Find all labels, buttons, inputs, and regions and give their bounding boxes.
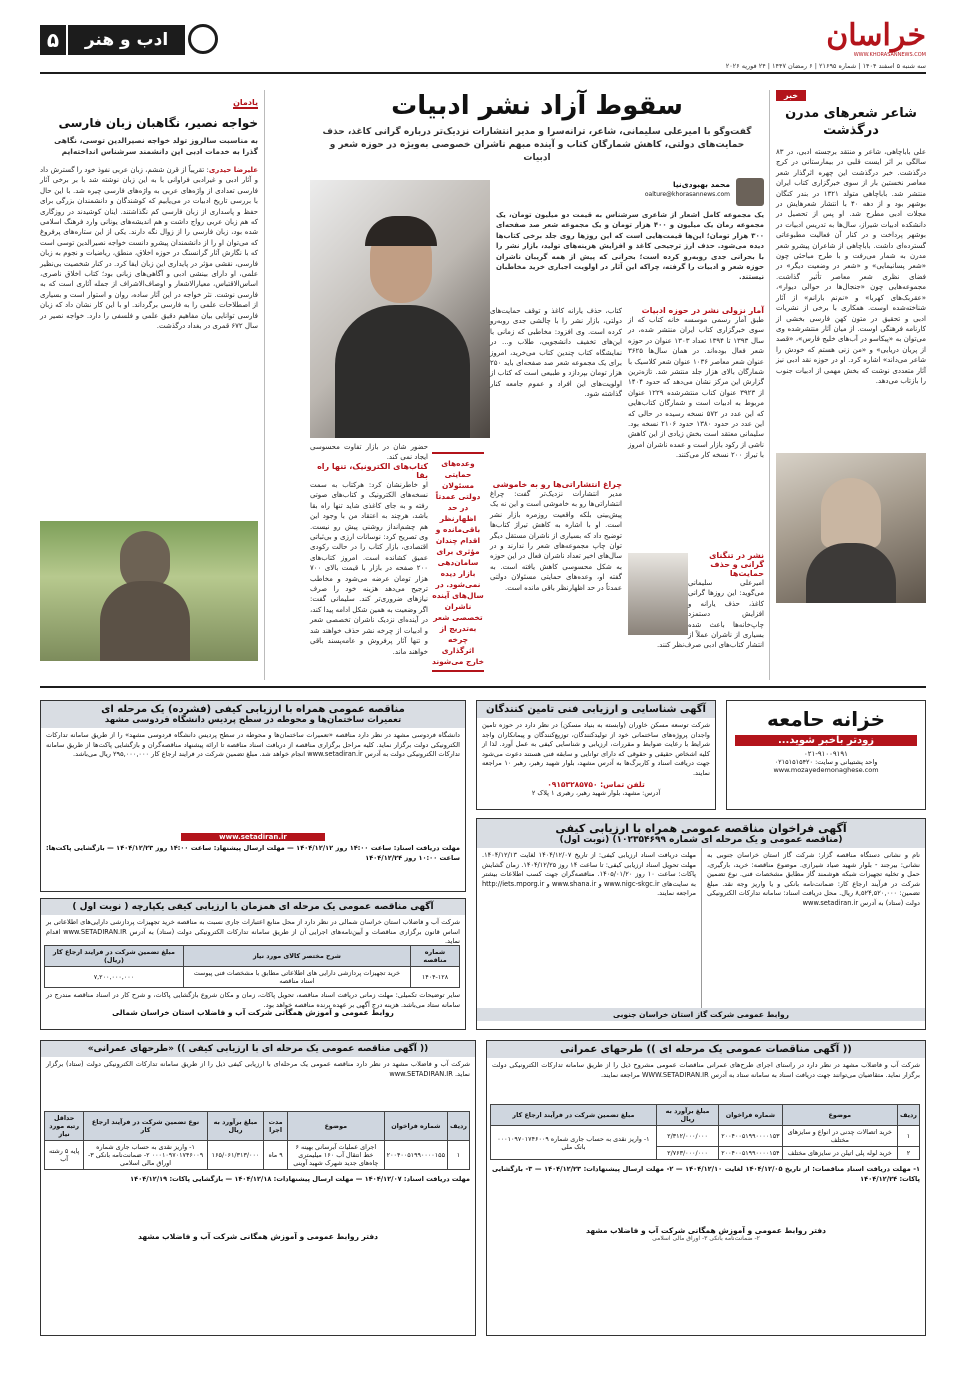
ad-phone: تلفن تماس: ۰۹۱۵۳۲۸۵۷۵۰ [547,780,645,789]
ad-footer: روابط عمومی شرکت گاز استان خراسان جنوبی [477,1008,925,1021]
body-text: طبق آمار رسمی موسسه خانه کتاب که از سوی خبرگزاری کتاب ایران منتشر شده، در سال ۱۳۹۳ تا ۱۳۹۴ تعداد ۱۳۰۳ عنوان در حوزه شعر فعال بوده‌اند. در همان سال‌ها ۳۶۲۵ عنوان شعر معاصر ۱۰۳۶ عنوان شعر کلاسیک با شمارگان بالای هزار جلد منتشر شد. تازه‌ترین گزارش این مرکز نشان می‌دهد که حدود ۱۴۰۴ از ۳۹۲۳ عنوان کتاب منتشرشده ۱۲۲۹ عنوان مربوط به ادبیات است و شمارگان کتاب‌هایی که این عدد در ۵۷۲ نسخه رسیده در حالی که این عدد در حدود ۱۳۸۰ حدود ۲۱۰۶ نسخه بود. سلیمانی معتقد است بخش زیادی از این کاهش ناشی از رکود بازار است و عمده ناشران امروز با تیراژ ۲۰۰ نسخه کار می‌کنند. [628,316,765,460]
table-cell: ۱- واریز نقدی به حساب جاری شماره ۰۰۰۱۰۹۷۰۱۷۴۶۰۰۹ ۲- ضمانت‌نامه بانکی ۳- اوراق مالی اسلامی [84,1141,207,1170]
ad-title: (( آگهی مناقصه عمومی یک مرحله ای با ارزیابی کیفی )) «طرحهای عمرانی» [41,1041,475,1057]
ad-footer: دفتر روابط عمومی و آموزش همگانی شرکت آب و فاضلاب مشهد [585,1226,826,1235]
author-avatar [736,178,764,206]
table-header: مبلغ برآورد به ریال [207,1112,263,1141]
subheading: نشر در تنگنای گرانی و حذف حمایت‌ها [709,551,764,578]
news-body: علی باباچاهی، شاعر و منتقد برجسته ادبی، در ۸۳ سالگی بر اثر ایست قلبی در بیمارستانی در کرج درگذشت. خبر درگذشت این چهره اثرگذار شعر معاصر نخستین بار از سوی خبرگزاری کتاب ایران منتشر شد. باباچاهی متولد ۱۳۲۱ در بندر کنگان بوشهر بود و از دهه ۴۰ با انتشار شعرهایش در مجلات ادبی مطرح شد. او پس از تحصیل در دانشکده ادبیات شیراز، سال‌ها به تدریس ادبیات در بوشهر پرداخت و در کنار آن فعالیت مطبوعاتی گسترده‌ای داشت. باباچاهی از شاعران پیشرو شعر مدرن به شمار می‌رفت و با طرح مباحثی چون «شعر پسانیمایی» و «شعر در وضعیت دیگر» در فضای نظری شعر معاصر تأثیر گذاشت. مجموعه‌هایی چون «جنجال‌ها در حوالی دیوار»، «عقربک‌های کهربا» و «نم‌نم بارانم» از آثار شناخته‌شده اوست. همکاری با برخی از نشریات ادبی و تحقیق در متون کهن فارسی بخشی از کارنامه فرهنگی اوست. از میان آثار منتشرشده وی می‌توان به «پیکاسو در آب‌های خلیج فارس»، «قصد از پریان دریایی» و «من زنی هستم که خودش را شاعر می‌داند» اشاره کرد. او در حوزه نقد ادبی نیز آثار متعددی نوشت که بخش مهمی از ادبیات جنوب را بازتاب می‌دهد. [776,148,926,385]
main-col-3 [310,442,428,680]
news-title: شاعر شعرهای مدرن درگذشت [785,106,917,138]
main-col-2 [490,306,622,680]
main-col-1 [628,306,764,680]
main-lead: گفت‌وگو با امیرعلی سلیمانی، شاعر، ترانه‌سرا و مدیر انتشارات نزدیک‌تر درباره گرانی کاغذ، حذف حمایت‌های دولتی، کاهش شمارگان کتاب و آینده مبهم ناشران خصوصی به‌ویژه در حوزه شعر و ادبیات [322,127,752,163]
main-photo [310,180,490,438]
ad-unit: واحد پشتیبانی و سایت: ۰۲۱۵۱۵۱۵۴۲۰ [774,758,878,766]
table-header-row [45,1112,470,1141]
ad-tamin[interactable] [476,700,716,810]
subheading: کتاب‌های الکترونیک، تنها راه بقا [317,462,428,480]
ad-col-right: نام و نشانی دستگاه مناقصه گزار: شرکت گاز استان خراسان جنوبی به نشانی: بیرجند - بلوار شهید صیاد شیرازی. موضوع مناقصه: خرید، بارگیری، حمل و تخلیه تجهیزات شبکه هوشمند گاز مطابق مشخصات فنی. نوع تضمین شرکت در فرآیند ارجاع کار: ضمانت‌نامه بانکی و یا واریز وجه نقد. مبلغ تضمین: ۸,۵۲۴,۵۲۰,۰۰۰ ریال. محل دریافت اسناد: سامانه تدارکات الکترونیکی دولت (ستاد) به آدرس www.setadiran.ir [701,848,925,1008]
section-banner [40,24,185,56]
ad-title-text: مناقصه عمومی همراه با ارزیابی کیفی (فشرده) یک مرحله ای [101,704,405,715]
table-header: مبلغ برآورد به ریال [656,1105,718,1126]
table-header-row [45,946,460,967]
body-text: او خاطرنشان کرد: هرکتاب به سمت نسخه‌های الکترونیک و کتاب‌های صوتی رفته و به جای کاغذی شاید تنها راه بقا باشد، هرچند به اعتقاد من با وجود این هم چشم‌انداز روشنی پیش رو نیست. وی تصریح کرد: نوسانات ارزی و بی‌ثباتی اقتصادی، بازار کتاب را در حالت رکودی عمیق کشانده است. امروز کتاب‌های ۲۰۰ صفحه در بازار با قیمت بالای ۷۰۰ هزار تومان عرضه می‌شود و مخاطب ترجیح می‌دهد هزینه خود را صرف نیازهای ضروری‌تر کند. سلیمانی گفت: اگر وضعیت به همین شکل ادامه پیدا کند، در آینده‌ای نزدیک ناشران تخصصی شعر و ادبیات از چرخه نشر حذف خواهند شد و تنها آثار پرفروش و عامه‌پسند باقی خواهند ماند. [310,481,428,656]
subheading: آمار نزولی نشر در حوزه ادبیات [641,306,764,315]
tender-table [44,945,460,988]
ad-note: سایر توضیحات تکمیلی: مهلت زمانی دریافت اسناد مناقصه، تحویل پاکات، زمان و مکان شروع بازگشایی پاکات، و شرح کار در اسناد مناقصه مندرج در سامانه ستاد می‌باشد. هزینه درج آگهی بر عهده برنده مناقصه خواهد بود. [46,991,460,1009]
ad-footer: دفتر روابط عمومی و آموزش همگانی شرکت آب و فاضلاب مشهد [137,1232,378,1241]
table-header: شماره فراخوان [384,1112,447,1141]
page-number: ۵ [40,25,66,55]
ad-dates: مهلت دریافت اسناد: ۱۴۰۴/۱۲/۰۷ — مهلت ارسال پیشنهادات: ۱۴۰۴/۱۲/۱۸ — بازگشایی پاکات: ۱۴۰۴/۱۲/۱۹ [130,1175,470,1183]
body-text: کتاب، حذف یارانه کاغذ و توقف حمایت‌های دولتی، بازار نشر را با چالشی جدی روبه‌رو کرده است. وی افزود: مخاطبی که زمانی با این‌های تخفیف دانشجویی، طلاب و... در نمایشگاه کتاب چندین کتاب می‌خرید، امروز برای یک مجموعه شعر صد صفحه‌ای باید ۲۵۰ هزار تومان بپردازد و طبیعی است که کتاب از اولویت‌های این افراد و عموم جامعه کنار گذاشته شود. [490,307,622,399]
ad-subtitle: تعمیرات ساختمان‌ها و محوطه در سطح پردیس دانشگاه فردوسی مشهد [104,715,402,725]
table-cell: ۲۰۰۴۰۰۵۱۹۹۰۰۰۰۱۵۴ [719,1147,782,1160]
table-header: ردیف [898,1105,920,1126]
portrait-icon [821,478,881,548]
ad-body: دانشگاه فردوسی مشهد در نظر دارد مناقصه «تعمیرات ساختمان‌ها و محوطه در سطح پردیس دانشگاه فردوسی مشهد» را از طریق سامانه تدارکات الکترونیکی دولت برگزار نماید. کلیه مراحل برگزاری مناقصه از دریافت اسناد مناقصه تا ارائه پیشنهاد مناقصه‌گران و بازگشایی پاکت‌ها از طریق سامانه تدارکات الکترونیکی دولت به آدرس www.setadiran.ir انجام خواهد شد. مبلغ تضمین شرکت در فرایند ارجاع کار ۲۹۵,۰۰۰,۰۰۰ ریال می‌باشد. [46,731,460,759]
inline-photo [628,553,688,635]
table-cell: ۲/۳۱۲/۰۰۰/۰۰۰ [656,1126,718,1147]
table-cell: ۱۶۵/۰۶۱/۳۱۳/۰۰۰ [207,1141,263,1170]
ad-body: شرکت توسعه مسکن خاوران (وابسته به بنیاد مسکن) در نظر دارد در حوزه تامین واجدان پروژه‌های ساختمانی خود از تولیدکنندگان، توزیع‌کنندگان و پیمانکاران واجد شرایط با رعایت ضوابط و مقررات، ارزیابی و شناسایی کیفی به عمل آورد. لذا از کلیه اشخاص حقیقی و حقوقی که دارای توانایی و سابقه فنی هستند دعوت می‌شود جهت دریافت اسناد و کاربرگ‌ها به آدرس مشهد، بلوار شهید رهبر، رهبر ۱۰ مراجعه نمایند. [482,721,710,777]
table-header-row [491,1105,920,1126]
divider [769,90,770,680]
subheading: چراغ انتشاراتی‌ها رو به خاموشی [492,480,622,489]
table-cell: ۲/۷۶۳/۰۰۰/۰۰۰ [656,1147,718,1160]
ad-title: آگهی مناقصه عمومی یک مرحله ای همزمان با ارزیابی کیفی یکپارچه ( نوبت اول ) [41,899,465,915]
main-title: سقوط آزاد نشر ادبیات [391,91,683,121]
logo-text: خراسان [826,18,926,53]
table-cell: ۱ [448,1141,470,1170]
ad-body: شرکت آب و فاضلاب استان خراسان شمالی در نظر دارد از محل منابع اعتبارات جاری نسبت به مناقصه خرید تجهیزات پردازشی دارایی‌های اطلاعاتی بر اساس قانون برگزاری مناقصات و آیین‌نامه‌های اجرایی آن از طریق سامانه تدارکات الکترونیکی دولت (ستاد) به آدرس www.SETADIRAN.IR اقدام نماید. [46,918,460,946]
table-header: نوع تضمین شرکت در فرآیند ارجاع کار [84,1112,207,1141]
news-photo [776,453,926,603]
sidebar-tag: یادمان [233,98,258,107]
tender-table [44,1111,470,1170]
body-text: حضور شان در بازار تفاوت محسوسی ایجاد نمی کند. [310,443,428,462]
table-header: شرح مختصر کالای مورد نیاز [183,946,410,967]
author-box [579,178,764,208]
table-cell: خرید تجهیزات پردازشی دارایی های اطلاعاتی مطابق با مشخصات فنی پیوست اسناد مناقصه [183,967,410,988]
sidebar-title: خواجه نصیر، نگاهبان زبان فارسی [58,116,258,130]
sidebar-body: علیرضا حیدری: تقریباً از قرن ششم، زبان عربی نفوذ خود را گسترش داد و آثار ادبی و غیرادبی فراوانی با به این زبان نوشته شد با بر برخی آثار فارسی تعدادی از واژه‌های عربی به واژه‌های فارسی چیره شد. با این حال با بررسی تاریخ ادبیات در می‌یابیم که کوشندگان و دانشمندان بزرگی برای حفظ و پاسداری از زبان فارسی کم نگذاشتند. اینان کوشیدند در روزگاری که هم زبان عربی رواج داشت و هم اندیشه‌های یونانی وارد فرهنگ اسلامی شده بود، زبان فارسی را از زوال نگه دارند. یکی از این ستاره‌های پرفروغ که می‌توان او را از دانشمندان پیشرو دانست خواجه نصیرالدین توسی است که با نگارش آثار گرانسنگ در حوزه اخلاق، منطق، ریاضیات و نجوم به زبان فارسی، نقشی مؤثر در پایداری این زبان ایفا کرد. در کنار شخصیت بی‌نظیر علمی، او دارای بینشی ادبی و آگاهی‌های زبانی بود؛ کتاب اخلاق ناصری، اساس‌الاقتباس، معیارالاشعار و اوصاف‌الاشراف از جمله آثاری است که به فارسی نوشت. نثر خواجه در این آثار ساده، روان و استوار است و بسیاری از اصطلاحات علمی را به فارسی برگرداند. او با این کار نشان داد که زبان فارسی توانایی بیان مفاهیم دقیق علمی و فلسفی را دارد. خواجه نصیر در سال ۶۷۲ قمری در بغداد درگذشت. [40,166,259,331]
table-row [491,1126,920,1147]
ad-subtitle: (مناقصه عمومی و یک مرحله ای شماره ۱۰۲۳۵۴۶۹۹) (نوبت اول) [559,835,843,845]
author-email: oalture@khorasannews.com [644,191,730,198]
section-rule [40,686,926,688]
news-tag: خبر [776,90,806,101]
ad-abfa-north[interactable] [40,898,466,1030]
section-emblem-icon [188,24,218,54]
news-column [776,90,926,680]
ad-gharib[interactable] [726,700,926,810]
ad-col-left: مهلت دریافت اسناد ارزیابی کیفی: از تاریخ ۱۴۰۴/۱۲/۰۷ لغایت ۱۴۰۴/۱۲/۱۳. مهلت تحویل اسناد ارزیابی کیفی: تا ساعت ۱۴ روز ۱۴۰۴/۱۲/۲۵. زمان گشایش پاکات: ساعت ۱۰ روز ۱۴۰۵/۰۱/۲۰. مناقصه‌گران جهت کسب اطلاعات بیشتر به سایت‌های www.nigc-skgc.ir و www.shana.ir و http://iets.mporg.ir مراجعه نمایند. [482,851,696,898]
table-cell: ۲۰۰۴۰۰۵۱۹۹۰۰۰۰۱۵۵ [384,1141,447,1170]
ad-title [477,819,925,848]
ad-slogan: زودتر باخبر شوید... [735,735,917,746]
logo [816,20,926,60]
logo-website: WWW.KHORASANNEWS.COM [853,52,926,58]
table-header: شماره فراخوان [719,1105,782,1126]
table-cell: ۷,۲۰۰,۰۰۰,۰۰۰ [45,967,184,988]
table-row [45,967,460,988]
pullquote [432,452,484,672]
table-cell: خرید لوله پلی اتیلن در سایزهای مختلف [782,1147,897,1160]
ad-title-text: آگهی فراخوان مناقصه عمومی همراه با ارزیابی کیفی [555,822,847,835]
ad-footer: روابط عمومی و آموزش همگانی شرکت آب و فاضلاب استان خراسان شمالی [112,1008,394,1017]
author-name: محمد بهبودی‌نیا [673,180,730,189]
ad-setad-link[interactable]: www.setadiran.ir [181,833,325,841]
table-cell: ۲ [898,1147,920,1160]
body-text: امیرعلی سلیمانی می‌گوید: این روزها گرانی کاغذ، حذف یارانه و افزایش دستمزد چاپ‌خانه‌ها باعث شده بسیاری از ناشران عملاً از انتشار کتاب‌های ادبی صرف‌نظر کنند. [656,579,764,650]
ad-abfa-mashhad-1[interactable] [486,1040,926,1336]
table-header: ردیف [448,1112,470,1141]
table-header: شماره مناقصه [410,946,459,967]
ad-website[interactable]: www.mozayedemonaghese.com [773,766,879,774]
ad-phone: ۰۲۱-۹۱۰۰۹۱۹۱ [804,750,848,758]
divider [264,90,265,680]
statue-photo [40,521,258,661]
date-line: سه شنبه ۵ اسفند ۱۴۰۴ | شماره ۲۱۶۹۵ | ۶ رمضان ۱۴۴۷ | ۲۴ فوریه ۲۰۲۶ [725,62,926,70]
table-header: مبلغ تضمین شرکت در فرایند ارجاع کار (ریال) [45,946,184,967]
table-cell: ۲۰۰۴۰۰۵۱۹۹۰۰۰۰۱۵۳ [719,1126,782,1147]
ad-dates: ۱- مهلت دریافت اسناد مناقصات: از تاریخ ۱۴۰۴/۱۲/۰۵ لغایت ۱۴۰۴/۱۲/۱۰ — ۲- مهلت ارسال پیشنهادات: ۱۴۰۴/۱۲/۲۳ — ۳- بازگشایی پاکات: ۱۴۰۴/۱۲/۲۴ [492,1165,921,1183]
ad-title: آگهی شناسایی و ارزیابی فنی تامین کنندگان [477,701,715,718]
table-header: حداقل رتبه مورد نیاز [45,1112,84,1141]
table-header: مبلغ تضمین شرکت در فرآیند ارجاع کار [491,1105,657,1126]
table-cell: ۱ [898,1126,920,1147]
table-cell: ۹ ماه [264,1141,288,1170]
table-cell: ۱۴۰۴-۱۲۸ [410,967,459,988]
table-cell: اجرای عملیات آبرسانی بهینه ۶ خط انتقال آب ۱۶۰ میلیمتری چاه‌های جدید شهرک شهید آوینی [287,1141,384,1170]
pullquote-text: وعده‌های حمایتی مسئولان دولتی عمدتاً در حد اظهارنظر باقی‌مانده و اقدام چندان مؤثری برای سامان‌دهی بازار دیده نمی‌شود. در سال‌های آینده ناشران تخصصی شعر به‌تدریج از چرخه اثرگذاری خارج می‌شوند [431,459,484,666]
sidebar [40,90,258,680]
sidebar-lead: به مناسبت سالروز تولد خواجه نصیرالدین توسی، نگاهی گذرا به خدمات ادبی این دانشمند سرشناس انداخته‌ایم [54,136,258,156]
table-cell: خرید اتصالات چدنی در انواع و سایزهای مختلف [782,1126,897,1147]
table-cell: ۱- واریز نقدی به حساب جاری شماره ۰۰۰۱۰۹۷۰۱۷۴۶۰۰۹ بانک ملی [491,1126,657,1160]
masthead [40,20,926,72]
ad-gas[interactable] [476,818,926,1030]
table-header: موضوع [782,1105,897,1126]
ad-brand: خزانه حامعه [766,707,886,731]
ad-body: شرکت آب و فاضلاب مشهد در نظر دارد در راستای اجرای طرح‌های عمرانی مناقصات عمومی مشروح ذیل را از طریق سامانه تدارکات الکترونیکی دولت برگزار نماید. متقاضیان می‌توانند جهت دریافت اسناد به سامانه ستاد به آدرس WWW.SETADIRAN.IR مراجعه نمایند. [492,1061,920,1079]
ad-abfa-mashhad-2[interactable] [40,1040,476,1336]
table-header: موضوع [287,1112,384,1141]
table-cell: پایه ۵ رشته آب [45,1141,84,1170]
sidebar-text: تقریباً از قرن ششم، زبان عربی نفوذ خود را گسترش داد و آثار ادبی و غیرادبی فراوانی با به این زبان نوشته شد با بر برخی آثار فارسی تعدادی از واژه‌های عربی به واژه‌های فارسی چیره شد. با این حال با بررسی تاریخ ادبیات در می‌یابیم که کوشندگان و دانشمندان بزرگی برای حفظ و پاسداری از زبان فارسی کم نگذاشتند. اینان کوشیدند در روزگاری که هم زبان عربی رواج داشت و هم اندیشه‌های یونانی وارد فرهنگ اسلامی شده بود، زبان فارسی را از زوال نگه دارند. یکی از این ستاره‌های پرفروغ که می‌توان او را از دانشمندان پیشرو دانست خواجه نصیرالدین توسی است که با نگارش آثار گرانسنگ در حوزه اخلاق، منطق، ریاضیات و نجوم به زبان فارسی، نقشی مؤثر در پایداری این زبان ایفا کرد. در کنار شخصیت بی‌نظیر علمی، او دارای بینشی ادبی و آگاهی‌های زبانی بود؛ کتاب اخلاق ناصری، اساس‌الاقتباس، معیارالاشعار و اوصاف‌الاشراف از جمله آثاری است که به فارسی نوشت. نثر خواجه در این آثار ساده، روان و استوار است و بسیاری از اصطلاحات علمی را به فارسی برگرداند. او با این کار نشان داد که زبان فارسی توانایی بیان مفاهیم دقیق علمی و فلسفی را دارد. خواجه نصیر در سال ۶۷۲ قمری در بغداد درگذشت. [40,166,258,331]
main-intro: یک مجموعه کامل اشعار از شاعری سرشناس به قیمت دو میلیون تومان، یک مجموعه رمان یک میلیون و ۴۰۰ هزار تومان و یک مجموعه شعر صد صفحه‌ای ۳۰۰ هزار تومان؛ این‌ها قیمت‌هایی است که این روزها روی جلد برخی کتاب‌ها دیده می‌شود. حذف ارز ترجیحی کاغذ و افزایش هزینه‌های تولید، بازار نشر را با بحرانی جدی روبه‌رو کرده است؛ بحرانی که پیش از همه گریبان ناشران حوزه شعر و ادبیات را گرفته، چراکه این آثار در اولویت اجباری خرید مخاطبان نیستند. [496,211,764,282]
ad-address: آدرس: مشهد، بلوار شهید رهبر، رهبری ۱ پلاک ۲ [531,789,661,797]
table-header: مدت اجرا [264,1112,288,1141]
tender-table [490,1104,920,1160]
main-feature [310,90,764,680]
masthead-rule [40,72,926,74]
ad-dates: مهلت دریافت اسناد: ساعت ۱۴:۰۰ روز ۱۴۰۴/۱۲/۱۲ — مهلت ارسال پیشنهاد: ساعت ۱۴:۰۰ روز ۱۴۰۴/۱۲/۲۳ — بازگشایی پاکت‌ها: ساعت ۱۰:۰۰ روز ۱۴۰۴/۱۲/۲۴ [46,844,460,862]
sidebar-author: علیرضا حیدری [208,166,259,174]
ad-body: شرکت آب و فاضلاب مشهد در نظر دارد مناقصه عمومی یک مرحله‌ای با ارزیابی کیفی ذیل را از طریق سامانه تدارکات الکترونیکی دولت (ستاد) برگزار نماید. www.SETADIRAN.IR [46,1060,470,1078]
section-title: ادب و هنر [68,25,185,55]
table-row [45,1141,470,1170]
body-text: مدیر انتشارات نزدیک‌تر گفت: چراغ انتشاراتی‌ها رو به خاموشی است و این نه یک پیش‌بینی بلکه واقعیت روزمره بازار نشر است. او با اشاره به کاهش تیراژ کتاب‌ها توضیح داد که بسیاری از ناشران مستقل دیگر توان چاپ مجموعه‌های شعر را ندارند و در سال‌های اخیر تعداد ناشران فعال در این حوزه به شکل محسوسی کاهش یافته است. به گفته او، وعده‌های حمایتی مسئولان دولتی عمدتاً در حد اظهارنظر باقی مانده است. [490,490,622,592]
ad-ferdowsi[interactable] [40,700,466,892]
ad-title: (( آگهی مناقصات عمومی یک مرحله ای )) طرحهای عمرانی [487,1041,925,1058]
ad-title [41,701,465,728]
table-cell-extra: ۲- ضمانت‌نامه بانکی ۳- اوراق مالی اسلامی [652,1235,760,1242]
